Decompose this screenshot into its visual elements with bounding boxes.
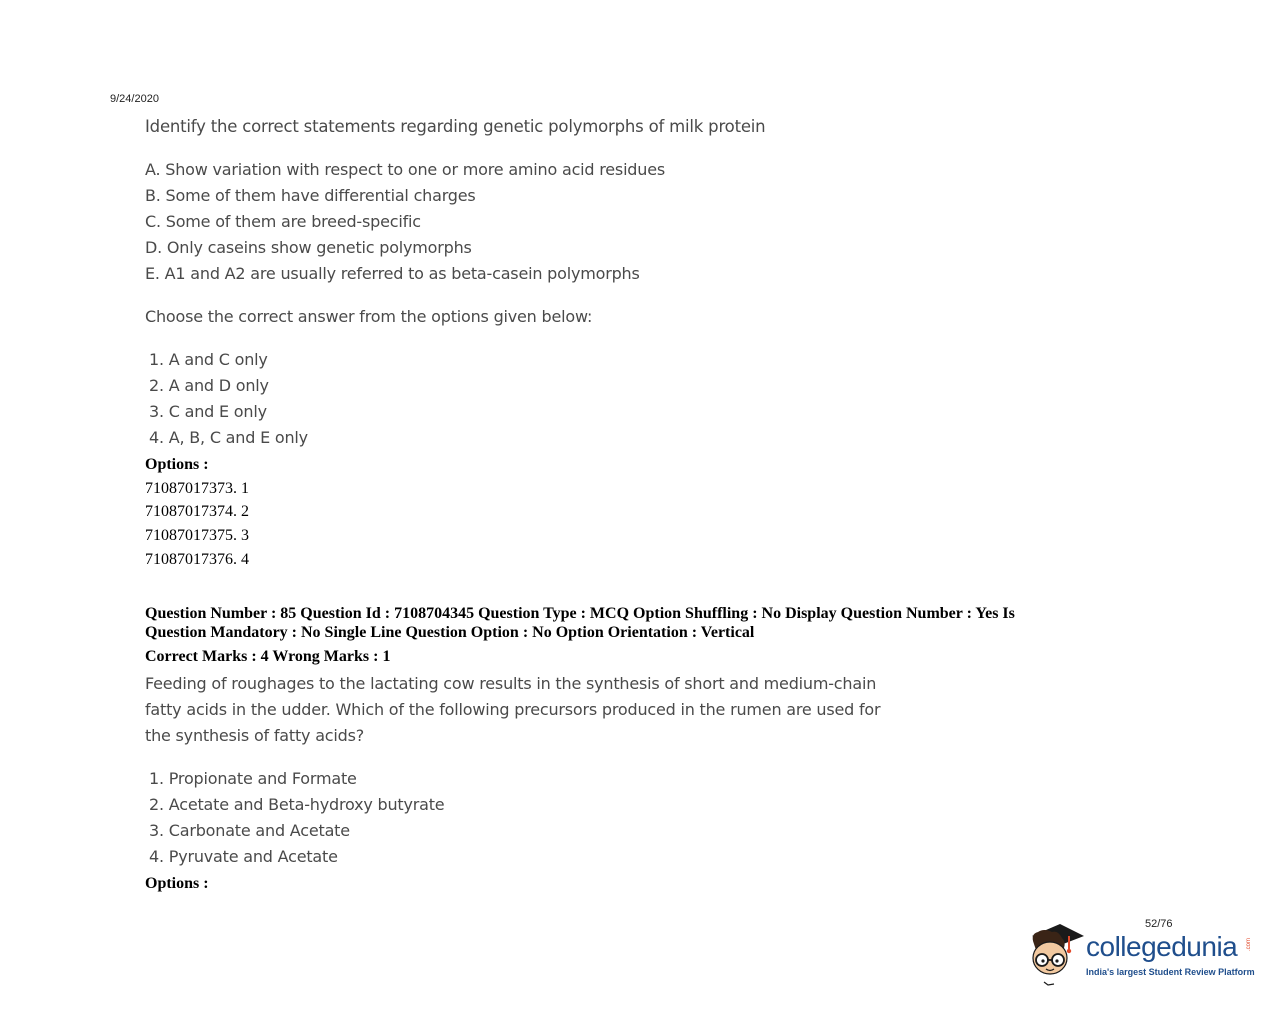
statement-a: A. Show variation with respect to one or more amino acid residues: [145, 160, 665, 179]
question-marks: Correct Marks : 4 Wrong Marks : 1: [145, 648, 391, 665]
question-stem-line-1: Feeding of roughages to the lactating cow results in the synthesis of short and medium-chain: [145, 674, 877, 693]
choice-1: 1. Propionate and Formate: [149, 769, 357, 788]
brand-tagline: India's largest Student Review Platform: [1086, 967, 1255, 977]
mascot-graduate-icon: [1024, 918, 1086, 988]
options-label: Options :: [145, 875, 209, 892]
brand-logo: [1024, 918, 1256, 990]
option-id-2: 71087017374. 2: [145, 503, 249, 520]
options-label: Options :: [145, 456, 209, 473]
choice-4: 4. A, B, C and E only: [149, 428, 308, 447]
statement-c: C. Some of them are breed-specific: [145, 212, 421, 231]
statement-d: D. Only caseins show genetic polymorphs: [145, 238, 472, 257]
choice-2: 2. A and D only: [149, 376, 269, 395]
choice-3: 3. Carbonate and Acetate: [149, 821, 350, 840]
question-stem-line-3: the synthesis of fatty acids?: [145, 726, 365, 745]
instruction-text: Choose the correct answer from the options given below:: [145, 307, 593, 326]
choice-4: 4. Pyruvate and Acetate: [149, 847, 338, 866]
page-number: 52/76: [1145, 918, 1173, 930]
question-stem-line-2: fatty acids in the udder. Which of the following precursors produced in the rumen are used for: [145, 700, 881, 719]
brand-name: collegedunia: [1086, 931, 1238, 962]
statement-b: B. Some of them have differential charges: [145, 186, 476, 205]
option-id-1: 71087017373. 1: [145, 480, 249, 497]
option-id-3: 71087017375. 3: [145, 527, 249, 544]
choice-1: 1. A and C only: [149, 350, 268, 369]
option-id-4: 71087017376. 4: [145, 551, 249, 568]
question-meta-line-2: Question Mandatory : No Single Line Question Option : No Option Orientation : Vertical: [145, 624, 755, 641]
page-date: 9/24/2020: [110, 93, 159, 105]
statement-e: E. A1 and A2 are usually referred to as beta-casein polymorphs: [145, 264, 640, 283]
choice-3: 3. C and E only: [149, 402, 267, 421]
question-meta-line-1: Question Number : 85 Question Id : 7108704345 Question Type : MCQ Option Shuffling : No Display Question Number : Yes Is: [145, 605, 1015, 622]
brand-domain: .com: [1246, 938, 1252, 952]
question-stem: Identify the correct statements regarding genetic polymorphs of milk protein: [145, 117, 766, 136]
choice-2: 2. Acetate and Beta-hydroxy butyrate: [149, 795, 445, 814]
